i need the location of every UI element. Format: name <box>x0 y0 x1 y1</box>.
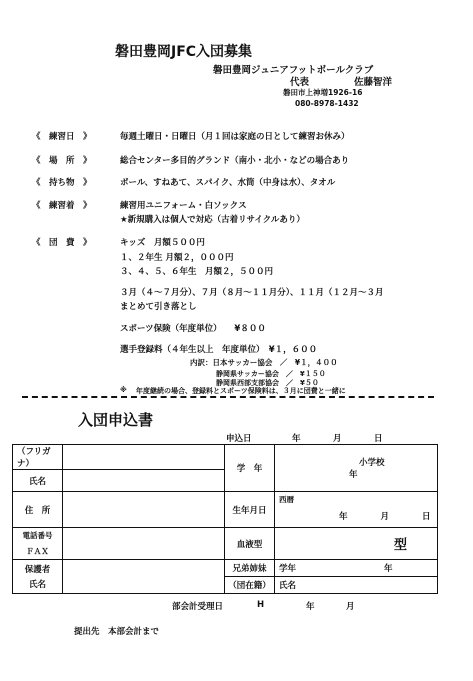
blood-field[interactable] <box>275 528 438 560</box>
fee-reg-breakdown-2: 静岡県サッカー協会 ／ ¥１５０ <box>216 370 326 378</box>
blood-label: 血液型 <box>225 528 275 560</box>
sibling-grade-year: 年 <box>383 564 393 574</box>
fee-schedule: ３月（４〜７月分）、７月（８月〜１１月分）、１１月（１２月〜３月 <box>120 288 384 298</box>
apply-date-year: 年 <box>292 434 301 444</box>
blood-suffix: 型 <box>394 538 408 553</box>
fax-label: ＦＡＸ <box>26 547 49 556</box>
grade-field[interactable] <box>275 445 438 492</box>
place-value: 総合センター多目的グランド（南小・北小・などの場合あり <box>120 156 350 166</box>
grade-year-label: 年 <box>349 470 358 480</box>
wear-label: 《 練習着 》 <box>32 201 92 211</box>
fee-registration: 選手登録料（４年生以上 年度単位） ¥１，６００ <box>120 345 318 355</box>
received-year: 年 <box>306 602 315 612</box>
furigana-label: （フリガナ） <box>13 445 63 470</box>
address-field[interactable] <box>63 492 225 528</box>
submit-to: 提出先 本部会計まで <box>74 627 160 637</box>
cut-line <box>22 396 434 398</box>
club-name: 磐田豊岡ジュニアフットボールクラブ <box>213 65 374 76</box>
club-phone: 080-8978-1432 <box>295 99 359 108</box>
name-field[interactable] <box>63 470 225 492</box>
fee-collect: まとめて引き落とし <box>120 302 197 312</box>
rep-label: 代表 <box>290 77 310 88</box>
practice-day-label: 《 練習日 》 <box>32 132 92 142</box>
sibling-field[interactable] <box>275 560 438 594</box>
fee-reg-breakdown-1: 内訳：日本サッカー協会 ／ ¥１，４００ <box>190 358 338 367</box>
fees-label: 《 団 費 》 <box>32 238 92 248</box>
fee-grade3456: ３、４、５、６年生 月額２，５００円 <box>120 267 274 277</box>
fee-kids: キッズ 月額５００円 <box>120 238 205 248</box>
name-label: 氏名 <box>13 470 63 492</box>
sibling-grade-label: 学年 <box>279 564 297 574</box>
club-address: 磐田市上神増1926-16 <box>283 88 363 97</box>
wear-value-2: ★新規購入は個人で対応（古着リサイクルあり） <box>120 215 305 225</box>
practice-day-value: 毎週土曜日・日曜日（月１回は家庭の日として練習お休み） <box>120 132 350 142</box>
application-form <box>12 444 438 594</box>
rep-name: 佐藤智洋 <box>354 77 393 88</box>
form-title: 入団申込書 <box>78 411 154 429</box>
fee-insurance: スポーツ保険（年度単位） ¥８００ <box>120 324 266 334</box>
guardian-field[interactable] <box>63 560 225 594</box>
furigana-field[interactable] <box>63 445 225 470</box>
items-label: 《 持ち物 》 <box>32 178 92 188</box>
apply-date-day: 日 <box>374 434 383 444</box>
birthday-day: 日 <box>421 512 431 522</box>
grade-label: 学 年 <box>225 445 275 492</box>
sibling-name-label: 氏名 <box>279 581 297 591</box>
phone-fax-label <box>13 528 63 560</box>
birthday-label: 生年月日 <box>225 492 275 528</box>
note-line-1: 年度継続の場合、登録料とスポーツ保険料は、３月に団費と一緒に <box>136 387 346 395</box>
page-title: 磐田豊岡JFC入団募集 <box>115 44 253 60</box>
received-month: 月 <box>346 602 355 612</box>
sibling-label-1: 兄弟姉妹 <box>225 560 274 577</box>
guardian-label-1: 保護者 <box>24 565 51 575</box>
place-label: 《 場 所 》 <box>32 156 92 166</box>
address-label: 住 所 <box>13 492 63 528</box>
phone-label: 電話番号 <box>22 531 53 540</box>
school-label: 小学校 <box>359 458 385 468</box>
wear-value-1: 練習用ユニフォーム・白ソックス <box>120 201 247 211</box>
note-mark: ※ <box>120 386 127 394</box>
guardian-label <box>13 560 63 594</box>
birthday-field[interactable] <box>275 492 438 528</box>
guardian-label-2: 氏名 <box>28 580 46 590</box>
birthday-month: 月 <box>380 512 389 522</box>
phone-fax-field[interactable] <box>63 528 225 560</box>
seireki-label: 西暦 <box>279 495 294 504</box>
received-label: 部会計受理日 <box>172 602 224 612</box>
apply-date-label: 申込日 <box>226 434 252 444</box>
apply-date-month: 月 <box>333 434 342 444</box>
fee-grade12: １、２年生 月額２，０００円 <box>120 253 234 263</box>
received-era: H <box>257 600 265 610</box>
birthday-year: 年 <box>339 512 348 522</box>
sibling-label <box>225 560 275 594</box>
items-value: ボール、すねあて、スパイク、水筒（中身は水）、タオル <box>120 178 336 188</box>
sibling-label-2: （団在籍） <box>228 581 271 591</box>
fee-reg-breakdown-3: 静岡県西部支部協会 ／ ¥５０ <box>216 379 319 387</box>
